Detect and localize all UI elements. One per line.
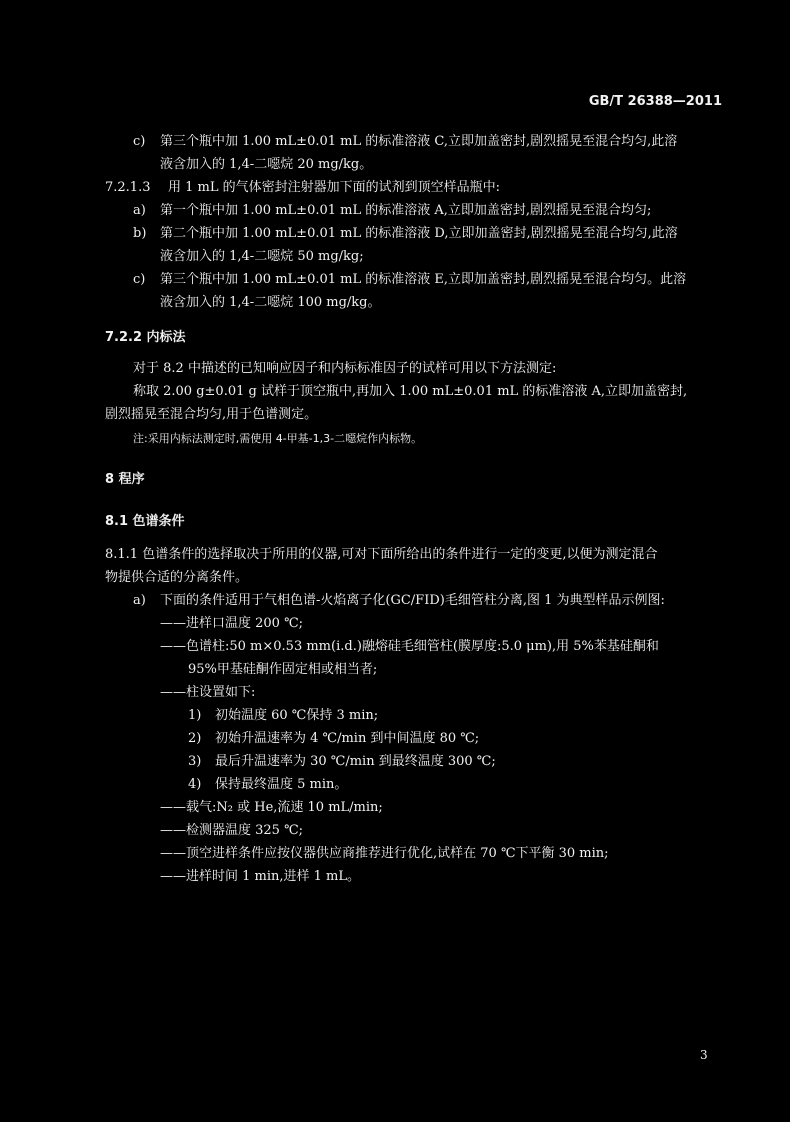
section-heading-8: 8 程序 (105, 472, 145, 487)
dash-item: ——色谱柱:50 m×0.53 mm(i.d.)融熔硅毛细管柱(膜厚度:5.0 μm),用 5%苯基硅酮和 (160, 639, 659, 654)
list-item-c-line: 第三个瓶中加 1.00 mL±0.01 mL 的标准溶液 E,立即加盖密封,剧烈摇晃至混合均匀。此溶 (160, 272, 687, 287)
dash-item-continuation: 95%甲基硅酮作固定相或相当者; (188, 662, 378, 677)
list-item-a-line: 下面的条件适用于气相色谱-火焰离子化(GC/FID)毛细管柱分离,图 1 为典型样品示例图: (160, 593, 665, 608)
numbered-marker: 3) (188, 754, 202, 769)
numbered-item: 初始升温速率为 4 ℃/min 到中间温度 80 ℃; (215, 731, 480, 746)
list-item-c-line: 液含加入的 1,4-二噁烷 20 mg/kg。 (160, 157, 373, 172)
paragraph-line: 物提供合适的分离条件。 (105, 570, 249, 585)
list-marker-a: a) (133, 593, 146, 608)
numbered-marker: 4) (188, 777, 202, 792)
dash-item: ——进样口温度 200 ℃; (160, 616, 304, 631)
standard-number: GB/T 26388—2011 (588, 94, 722, 109)
numbered-item: 初始温度 60 ℃保持 3 min; (215, 708, 379, 723)
note-text: 注:采用内标法测定时,需使用 4-甲基-1,3-二噁烷作内标物。 (133, 432, 423, 445)
paragraph-line: 剧烈摇晃至混合均匀,用于色谱测定。 (105, 407, 318, 422)
paragraph-line: 8.1.1 色谱条件的选择取决于所用的仪器,可对下面所给出的条件进行一定的变更,以便为测定混合 (105, 547, 658, 562)
dash-item: ——柱设置如下: (160, 685, 256, 700)
list-marker-b: b) (133, 226, 147, 241)
list-marker-c: c) (133, 272, 146, 287)
dash-item: ——检测器温度 325 ℃; (160, 823, 304, 838)
dash-item: ——载气:N₂ 或 He,流速 10 mL/min; (160, 800, 383, 815)
numbered-marker: 1) (188, 708, 202, 723)
numbered-item: 最后升温速率为 30 ℃/min 到最终温度 300 ℃; (215, 754, 496, 769)
paragraph-line: 对于 8.2 中描述的已知响应因子和内标标准因子的试样可用以下方法测定: (133, 361, 557, 376)
clause-number: 7.2.1.3 (105, 180, 151, 195)
list-item-c-line: 第三个瓶中加 1.00 mL±0.01 mL 的标准溶液 C,立即加盖密封,剧烈摇晃至混合均匀,此溶 (160, 134, 678, 149)
numbered-marker: 2) (188, 731, 202, 746)
clause-text: 用 1 mL 的气体密封注射器加下面的试剂到顶空样品瓶中: (168, 180, 501, 195)
list-item-c-line: 液含加入的 1,4-二噁烷 100 mg/kg。 (160, 295, 381, 310)
numbered-item: 保持最终温度 5 min。 (215, 777, 348, 792)
list-item-a-line: 第一个瓶中加 1.00 mL±0.01 mL 的标准溶液 A,立即加盖密封,剧烈摇晃至混合均匀; (160, 203, 652, 218)
section-heading-7-2-2: 7.2.2 内标法 (105, 330, 186, 345)
page-number: 3 (700, 1048, 708, 1062)
paragraph-line: 称取 2.00 g±0.01 g 试样于顶空瓶中,再加入 1.00 mL±0.01 mL 的标准溶液 A,立即加盖密封, (133, 384, 688, 399)
dash-item: ——顶空进样条件应按仪器供应商推荐进行优化,试样在 70 ℃下平衡 30 min; (160, 846, 609, 861)
dash-item: ——进样时间 1 min,进样 1 mL。 (160, 869, 361, 884)
list-item-b-line: 第二个瓶中加 1.00 mL±0.01 mL 的标准溶液 D,立即加盖密封,剧烈摇晃至混合均匀,此溶 (160, 226, 678, 241)
section-heading-8-1: 8.1 色谱条件 (105, 514, 185, 529)
list-marker-c: c) (133, 134, 146, 149)
list-item-b-line: 液含加入的 1,4-二噁烷 50 mg/kg; (160, 249, 364, 264)
list-marker-a: a) (133, 203, 146, 218)
